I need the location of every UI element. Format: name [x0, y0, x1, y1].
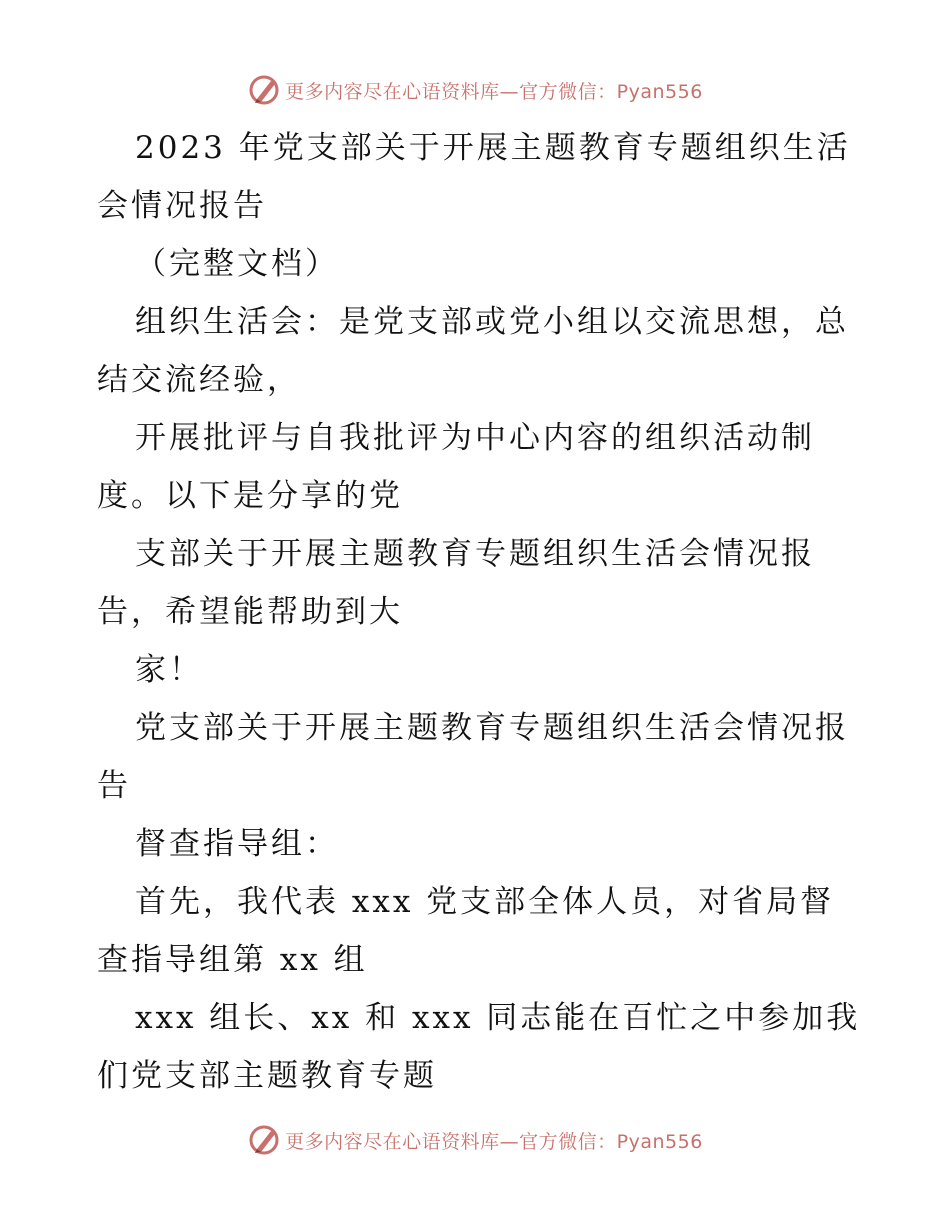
doc-section-heading: 告 [97, 768, 131, 804]
doc-paragraph-line: 告，希望能帮助到大 [97, 594, 403, 630]
doc-paragraph-line: 开展批评与自我批评为中心内容的组织活动制 [135, 420, 815, 456]
doc-title-line-2: 会情况报告 [97, 188, 267, 224]
doc-paragraph-line: 支部关于开展主题教育专题组织生活会情况报 [135, 536, 815, 572]
doc-paragraph-line: 度。以下是分享的党 [97, 478, 403, 514]
doc-salutation: 督查指导组： [135, 826, 339, 862]
footer-watermark-text: 更多内容尽在心语资料库—官方微信：Pyan556 [285, 1130, 703, 1153]
doc-paragraph-line: 们党支部主题教育专题 [97, 1058, 437, 1094]
doc-section-heading: 党支部关于开展主题教育专题组织生活会情况报 [135, 710, 849, 746]
pen-circle-logo-icon [247, 73, 281, 107]
doc-paragraph-line: 结交流经验， [97, 362, 301, 398]
doc-paragraph-line: xxx 组长、xx 和 xxx 同志能在百忙之中参加我 [135, 1000, 861, 1036]
doc-subtitle: （完整文档） [135, 246, 339, 282]
doc-paragraph-line: 查指导组第 xx 组 [97, 942, 368, 978]
doc-paragraph-line: 组织生活会：是党支部或党小组以交流思想，总 [135, 304, 849, 340]
doc-paragraph-line: 首先，我代表 xxx 党支部全体人员，对省局督 [135, 884, 835, 920]
doc-paragraph-line: 家！ [135, 652, 203, 688]
header-watermark [0, 70, 950, 110]
header-watermark-text: 更多内容尽在心语资料库—官方微信：Pyan556 [285, 80, 703, 103]
footer-watermark [0, 1120, 950, 1160]
header-watermark-inner [247, 73, 703, 107]
pen-circle-logo-icon [247, 1123, 281, 1157]
footer-watermark-inner [247, 1123, 703, 1157]
doc-title-line-1: 2023 年党支部关于开展主题教育专题组织生活 [135, 130, 851, 166]
